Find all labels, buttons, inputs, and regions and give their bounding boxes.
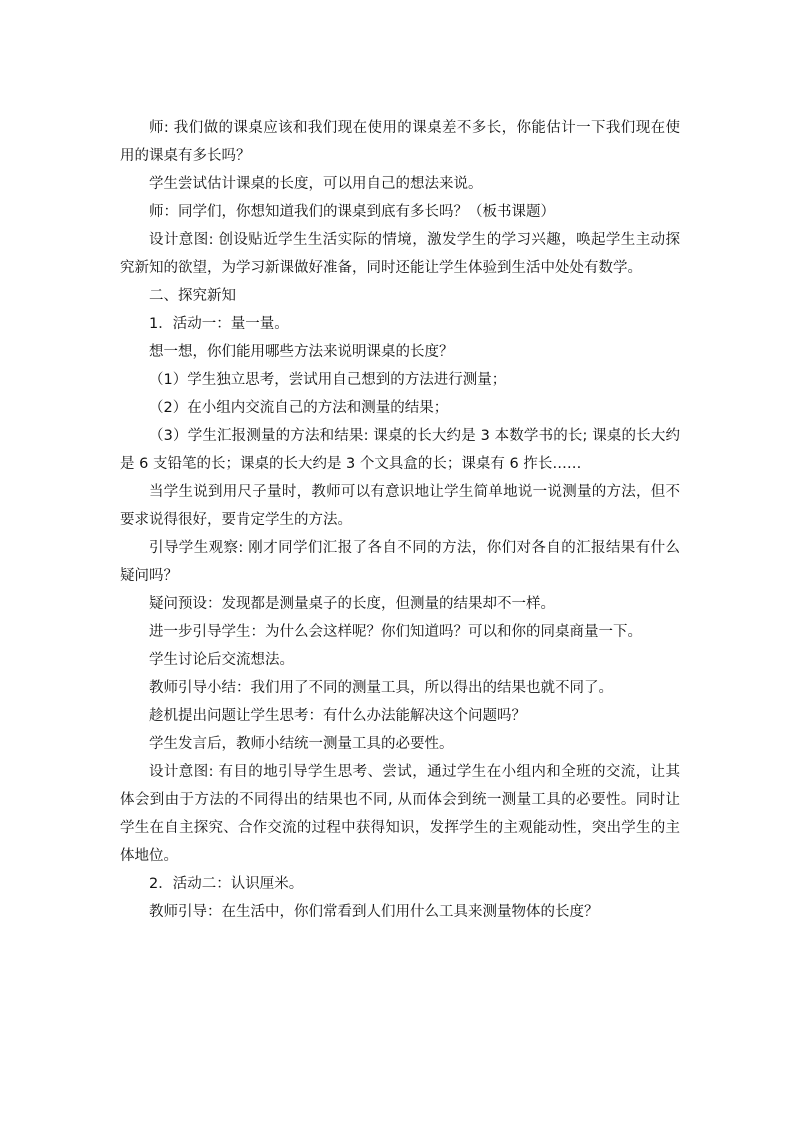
paragraph-further-guide: 进一步引导学生：为什么会这样呢？你们知道吗？可以和你的同桌商量一下。 [149, 624, 642, 640]
paragraph-question-preset: 疑问预设：发现都是测量桌子的长度，但测量的结果却不一样。 [149, 596, 555, 612]
list-item-step-2: （2）在小组内交流自己的方法和测量的结果； [149, 400, 449, 416]
paragraph-teacher-summary: 教师引导小结：我们用了不同的测量工具，所以得出的结果也就不同了。 [149, 680, 613, 696]
activity-one-heading: 1．活动一：量一量。 [149, 316, 289, 332]
paragraph-discussion: 学生讨论后交流想法。 [149, 652, 294, 668]
paragraph-design-intent-1: 设计意图: 创设贴近学生生活实际的情境，激发学生的学习兴趣，唤起学生主动探究新知的欲望，为学习新课做好准备，同时还能让学生体验到生活中处处有数学。 [120, 232, 680, 276]
activity-two-heading: 2．活动二：认识厘米。 [149, 876, 304, 892]
paragraph-guide-observe: 引导学生观察: 刚才同学们汇报了各自不同的方法，你们对各自的汇报结果有什么疑问吗？ [120, 540, 680, 584]
list-item-step-1: （1）学生独立思考，尝试用自己想到的方法进行测量； [149, 372, 507, 388]
paragraph-raise-question: 趁机提出问题让学生思考：有什么办法能解决这个问题吗？ [149, 708, 526, 724]
list-item-step-3: （3）学生汇报测量的方法和结果: 课桌的长大约是 3 本数学书的长; 课桌的长大约是 6 支铅笔的长；课桌的长大约是 3 个文具盒的长；课桌有 6 拃长…… [120, 428, 680, 472]
section-heading-explore: 二、探究新知 [149, 288, 236, 304]
paragraph-design-intent-2: 设计意图: 有目的地引导学生思考、尝试，通过学生在小组内和全班的交流，让其体会到由于方法的不同得出的结果也不同, 从而体会到统一测量工具的必要性。同时让学生在自主探究、合作交流的过程中获得知识，发挥学生的主观能动性，突出学生的主体地位。 [120, 764, 680, 864]
document-page [120, 114, 680, 926]
paragraph-teacher-topic: 师：同学们，你想知道我们的课桌到底有多长吗？（板书课题） [149, 204, 555, 220]
paragraph-ruler-note: 当学生说到用尺子量时，教师可以有意识地让学生简单地说一说测量的方法，但不要求说得很好，要肯定学生的方法。 [120, 484, 680, 528]
paragraph-think: 想一想，你们能用哪些方法来说明课桌的长度？ [149, 344, 454, 360]
paragraph-student-speak: 学生发言后，教师小结统一测量工具的必要性。 [149, 736, 454, 752]
paragraph-teacher-question: 师: 我们做的课桌应该和我们现在使用的课桌差不多长，你能估计一下我们现在使用的课桌有多长吗？ [120, 120, 680, 164]
paragraph-student-estimate: 学生尝试估计课桌的长度，可以用自己的想法来说。 [149, 176, 483, 192]
paragraph-teacher-guide-tools: 教师引导：在生活中，你们常看到人们用什么工具来测量物体的长度？ [149, 904, 599, 920]
